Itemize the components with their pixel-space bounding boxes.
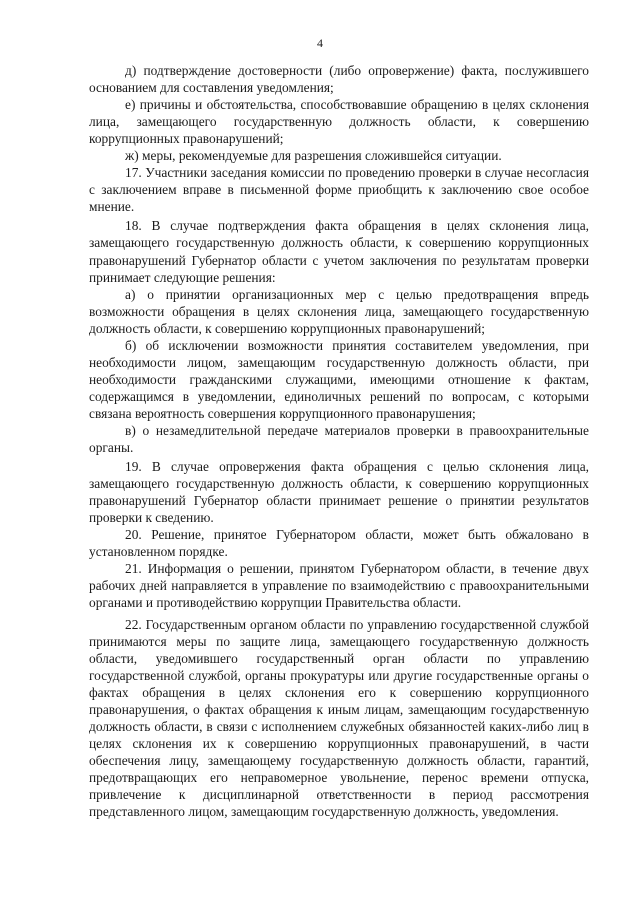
document-body [89, 62, 589, 820]
paragraph-21: 21. Информация о решении, принятом Губернатором области, в течение двух рабочих дней направляется в управление по взаимодействию с правоохранительными органами и противодействию коррупции Правительства области. [89, 561, 589, 611]
paragraph-18a: а) о принятии организационных мер с целью предотвращения впредь возможности обращения в целях склонения лица, замещающего государственную должность области, к совершению коррупционных правонарушений; [89, 286, 589, 336]
paragraph-16e: е) причины и обстоятельства, способствовавшие обращению в целях склонения лица, замещающего государственную должность области, к совершению коррупционных правонарушений; [89, 97, 589, 147]
paragraph-19: 19. В случае опровержения факта обращения с целью склонения лица, замещающего государственную должность области, к совершению коррупционных правонарушений Губернатор области принимает решение о принятии результатов проверки к сведению. [89, 459, 589, 526]
paragraph-18: 18. В случае подтверждения факта обращения в целях склонения лица, замещающего государственную должность области, к совершению коррупционных правонарушений Губернатор области с учетом заключения по результатам проверки принимает следующие решения: [89, 218, 589, 285]
paragraph-16d: д) подтверждение достоверности (либо опровержение) факта, послужившего основанием для составления уведомления; [89, 63, 589, 96]
paragraph-22: 22. Государственным органом области по управлению государственной службой принимаются меры по защите лица, замещающего государственную должность области, уведомившего государственный орган области по управлению государственной службой, органы прокуратуры или другие государственные органы о фактах обращения в целях склонения его к совершению коррупционного правонарушения, о фактах обращения к иным лицам, замещающим государственную должность области, в связи с исполнением служебных обязанностей каких-либо лиц в целях склонения их к совершению коррупционных правонарушений, в части обеспечения лицу, замещающему государственную должность области, гарантий, предотвращающих его неправомерное увольнение, перенос времени отпуска, привлечение к дисциплинарной ответственности в период рассмотрения представленного лицом, замещающим государственную должность, уведомления. [89, 616, 589, 820]
paragraph-17: 17. Участники заседания комиссии по проведению проверки в случае несогласия с заключением вправе в письменной форме приобщить к заключению свое особое мнение. [89, 165, 589, 215]
paragraph-20: 20. Решение, принятое Губернатором области, может быть обжаловано в установленном порядке. [89, 527, 589, 560]
paragraph-16zh: ж) меры, рекомендуемые для разрешения сложившейся ситуации. [125, 148, 502, 164]
paragraph-18b: б) об исключении возможности принятия составителем уведомления, при необходимости лицом, замещающим государственную должность области, при необходимости гражданскими служащими, имеющими отношение к фактам, содержащимся в уведомлении, единоличных решений по вопросам, с которыми связана вероятность совершения коррупционного правонарушения; [89, 337, 589, 421]
page-number: 4 [317, 36, 323, 50]
paragraph-18v: в) о незамедлительной передаче материалов проверки в правоохранительные органы. [89, 422, 589, 456]
